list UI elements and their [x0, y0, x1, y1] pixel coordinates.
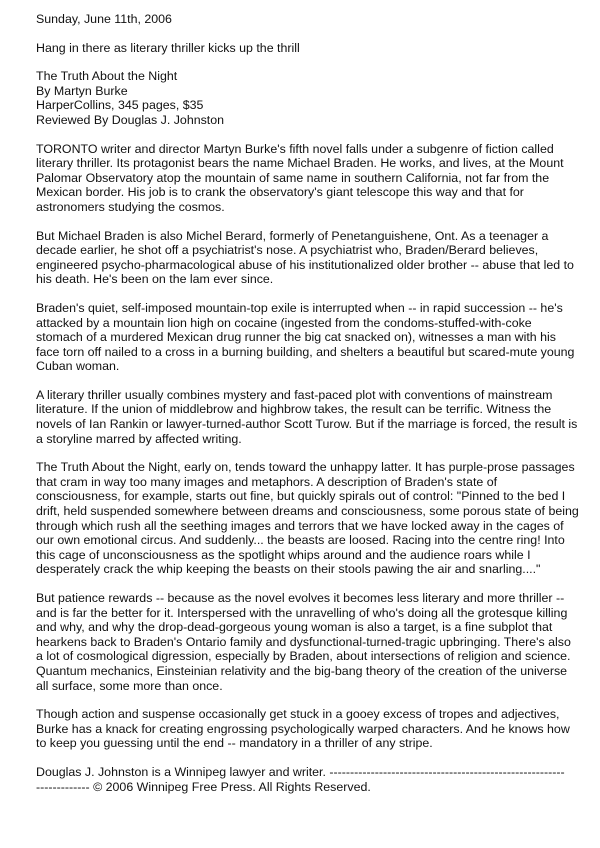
headline: Hang in there as literary thriller kicks up the thrill — [36, 40, 300, 55]
spacer — [36, 374, 581, 388]
paragraph-1: TORONTO writer and director Martyn Burke's fifth novel falls under a subgenre of fiction called literary thriller. Its protagonist bears the name Michael Braden. He works, and lives, at the Mount Palomar Observatory atop the mountain of same name in southern California, not far from the Mexican border. His job is to crank the observatory's giant telescope this way and that for astronomers studying the cosmos. — [36, 141, 564, 214]
footer-author-note: Douglas J. Johnston is a Winnipeg lawyer and writer. --------------------------------------------------------- — [36, 764, 565, 779]
spacer — [36, 693, 581, 707]
paragraph-5: The Truth About the Night, early on, tends toward the unhappy latter. It has purple-prose passages that cram in way too many images and metaphors. A description of Braden's state of consciousness, for example, starts out fine, but quickly spirals out of control: "Pinned to the bed I drift, held suspended somewhere between dreams and consciousness, some porous state of being through which rush all the seething images and terrors that we have locked away in the cages of our own emotional circus. And suddenly... the beasts are loosed. Racing into the centre ring! Into this cage of unconsciousness as the spotlight whips around and the audience roars while I desperately crack the whip keeping the beasts on their stools pawing the air and snarling...." — [36, 460, 579, 577]
paragraph-6: But patience rewards -- because as the novel evolves it becomes less literary and more thriller -- and is far the better for it. Interspersed with the unravelling of who's doing all the grotesque killing and why, and why the drop-dead-gorgeous young woman is also a target, is a fine subplot that hearkens back to Braden's Ontario family and dysfunctional-turned-tragic upbringing. There's also a lot of cosmological digression, especially by Braden, about intersections of religion and science. Quantum mechanics, Einsteinian relativity and the big-bang theory of the creation of the universe all surface, some more than once. — [36, 591, 571, 693]
footer — [36, 765, 581, 794]
spacer — [36, 287, 581, 301]
book-reviewer: Reviewed By Douglas J. Johnston — [36, 112, 225, 127]
spacer — [36, 751, 581, 765]
paragraph-7: Though action and suspense occasionally get stuck in a gooey excess of tropes and adjectives, Burke has a knack for creating engrossing psychologically warped characters. And he knows how to keep you guessing until the end -- mandatory in a thriller of any stripe. — [36, 707, 570, 751]
spacer — [36, 215, 581, 229]
paragraph-3: Braden's quiet, self-imposed mountain-top exile is interrupted when -- in rapid succession -- he's attacked by a mountain lion high on cocaine (ingested from the condoms-stuffed-with-coke stomach of a murdered Mexican drug runner the big cat snacked on), witnesses a man with his face torn off nailed to a cross in a burning building, and shelters a beautiful but scared-mute young Cuban woman. — [36, 300, 575, 374]
spacer — [36, 446, 581, 460]
article-date: Sunday, June 11th, 2006 — [36, 12, 172, 26]
paragraph-4: A literary thriller usually combines mystery and fast-paced plot with conventions of mainstream literature. If the union of middlebrow and highbrow takes, the result can be terrific. Witness the novels of Ian Rankin or lawyer-turned-author Scott Turow. But if the marriage is forced, the result is a storyline marred by affected writing. — [36, 387, 578, 446]
paragraph-2: But Michael Braden is also Michel Berard, formerly of Penetanguishene, Ont. As a teenager a decade earlier, he shot off a psychiatrist's nose. A psychiatrist who, Braden/Berard believes, engineered psycho-pharmacological abuse of his institutionalized older brother -- abuse that led to his death. He's been on the lam ever since. — [36, 228, 574, 287]
spacer — [36, 128, 581, 142]
spacer — [36, 577, 581, 591]
book-author: By Martyn Burke — [36, 83, 128, 98]
book-title: The Truth About the Night — [36, 69, 178, 84]
book-info — [36, 69, 581, 127]
spacer — [36, 27, 581, 41]
article-page — [36, 12, 581, 794]
footer-copyright: ------------- © 2006 Winnipeg Free Press. All Rights Reserved. — [36, 779, 371, 794]
spacer — [36, 55, 581, 69]
book-publisher: HarperCollins, 345 pages, $35 — [36, 98, 204, 113]
